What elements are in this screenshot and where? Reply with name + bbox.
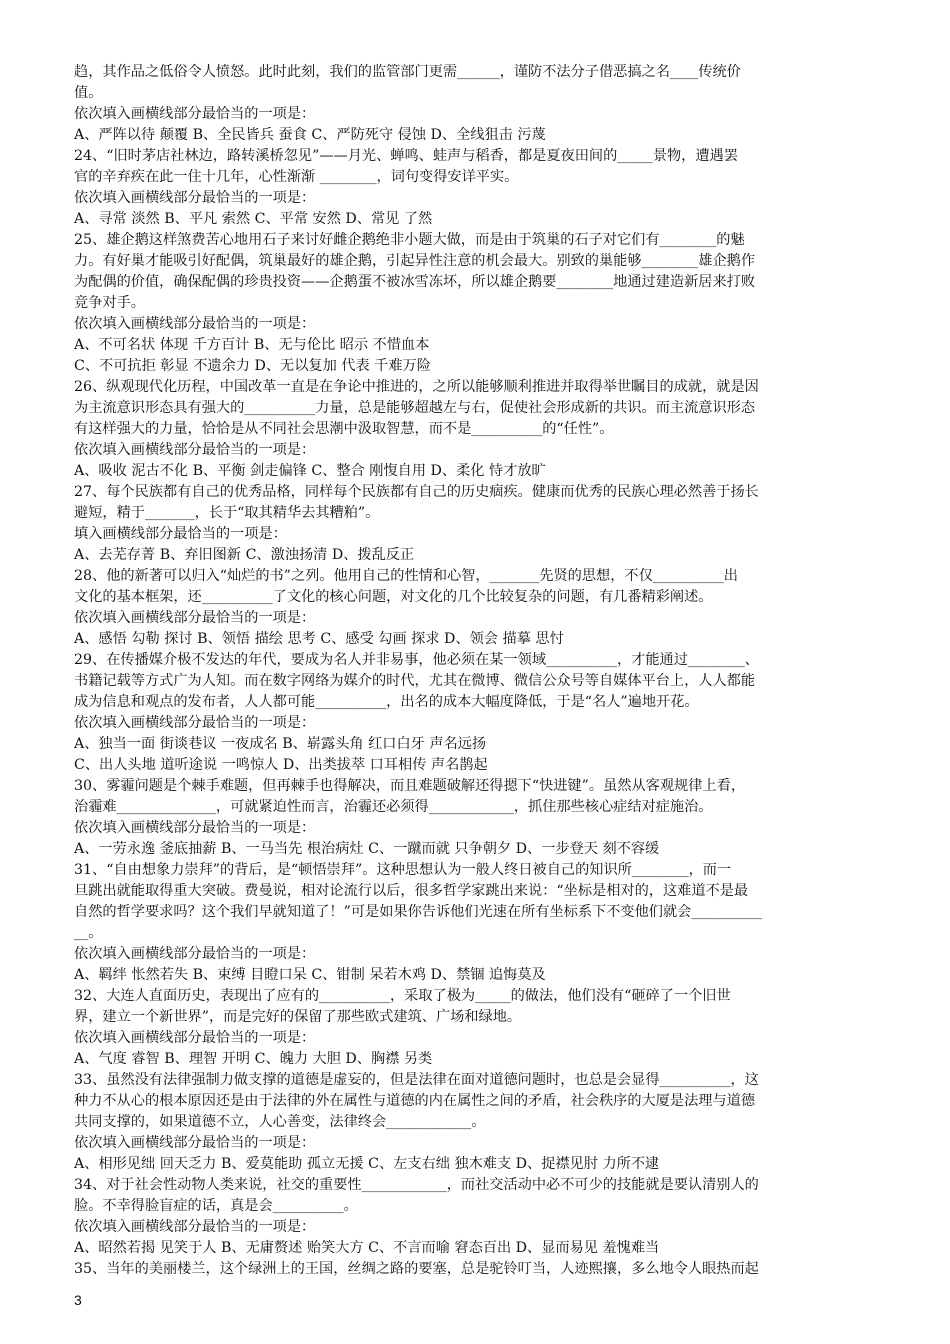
text-line: 依次填入画横线部分最恰当的一项是： bbox=[74, 1219, 316, 1235]
text-line: 值。 bbox=[74, 85, 103, 101]
text-line: C、不可抗拒 彰显 不遗余力 D、无以复加 代表 千难万险 bbox=[74, 358, 431, 374]
text-line: 25、雄企鹅这样煞费苦心地用石子来讨好雌企鹅绝非小题大做，而是由于筑巢的石子对它们有________的魅 bbox=[74, 232, 745, 248]
text-line: 27、每个民族都有自己的优秀品格，同样每个民族都有自己的历史痼疾。健康而优秀的民族心理必然善于扬长 bbox=[74, 484, 759, 500]
text-line: A、寻常 淡然 B、平凡 索然 C、平常 安然 D、常见 了然 bbox=[74, 211, 433, 227]
text-line: 26、纵观现代化历程，中国改革一直是在争论中推进的，之所以能够顺利推进并取得举世瞩目的成就，就是因 bbox=[74, 379, 759, 395]
page-number: 3 bbox=[74, 1292, 82, 1308]
text-line: 有这样强大的力量，恰恰是从不同社会思潮中汲取智慧，而不是__________的“任性”。 bbox=[74, 421, 614, 437]
text-line: 为主流意识形态具有强大的__________力量，总是能够超越左与右，促使社会形成新的共识。而主流意识形态 bbox=[74, 400, 756, 416]
text-line: 33、虽然没有法律强制力做支撑的道德是虚妄的，但是法律在面对道德问题时，也总是会显得__________，这 bbox=[74, 1072, 759, 1088]
text-line: 治霾难______________，可就紧迫性而言，治霾还必须得____________，抓住那些核心症结对症施治。 bbox=[74, 799, 713, 815]
text-line: C、出人头地 道听途说 一鸣惊人 D、出类拔萃 口耳相传 声名鹊起 bbox=[74, 757, 488, 773]
text-line: 35、当年的美丽楼兰，这个绿洲上的王国，丝绸之路的要塞，总是驼铃叮当，人迹熙攘，多么地令人眼热而起 bbox=[74, 1261, 759, 1277]
text-line: 依次填入画横线部分最恰当的一项是： bbox=[74, 946, 316, 962]
text-line: __。 bbox=[74, 925, 103, 941]
text-line: A、昭然若揭 见笑于人 B、无庸赘述 贻笑大方 C、不言而喻 窘态百出 D、显而易见 羞愧难当 bbox=[74, 1240, 660, 1256]
text-line: 依次填入画横线部分最恰当的一项是： bbox=[74, 190, 316, 206]
text-line: A、羁绊 怅然若失 B、束缚 目瞪口呆 C、钳制 呆若木鸡 D、禁锢 追悔莫及 bbox=[74, 967, 546, 983]
text-line: A、独当一面 街谈巷议 一夜成名 B、崭露头角 红口白牙 声名远扬 bbox=[74, 736, 487, 752]
text-line: A、不可名状 体现 千方百计 B、无与伦比 昭示 不惜血本 bbox=[74, 337, 430, 353]
text-line: 依次填入画横线部分最恰当的一项是： bbox=[74, 820, 316, 836]
text-line: A、吸收 泥古不化 B、平衡 剑走偏锋 C、整合 刚愎自用 D、柔化 恃才放旷 bbox=[74, 463, 546, 479]
text-line: 界，建立一个新世界”，而是完好的保留了那些欧式建筑、广场和绿地。 bbox=[74, 1009, 522, 1025]
text-line: 34、对于社会性动物人类来说，社交的重要性____________，而社交活动中必不可少的技能就是要认清别人的 bbox=[74, 1177, 759, 1193]
text-line: 趋，其作品之低俗令人愤怒。此时此刻，我们的监管部门更需______，谨防不法分子借恶搞之名____传统价 bbox=[74, 64, 741, 80]
text-line: A、去芜存菁 B、弃旧图新 C、激浊扬清 D、拨乱反正 bbox=[74, 547, 415, 563]
text-line: 竞争对手。 bbox=[74, 295, 145, 311]
text-line: 31、“自由想象力崇拜”的背后，是“顿悟崇拜”。这种思想认为一般人终日被自己的知识所________，而一 bbox=[74, 862, 732, 878]
text-line: 旦跳出就能取得重大突破。费曼说，相对论流行以后，很多哲学家跳出来说：“坐标是相对的，这难道不是最 bbox=[74, 883, 749, 899]
text-line: 28、他的新著可以归入“灿烂的书”之列。他用自己的性情和心智，_______先贤的思想，不仅__________出 bbox=[74, 568, 738, 584]
text-line: 填入画横线部分最恰当的一项是： bbox=[74, 526, 287, 542]
text-line: 书籍记载等方式广为人知。而在数字网络为媒介的时代，尤其在微博、微信公众号等自媒体平台上，人人都能 bbox=[74, 673, 756, 689]
text-line: 官的辛弃疾在此一住十几年，心性渐渐 ________，词句变得安详平实。 bbox=[74, 169, 519, 185]
text-line: 依次填入画横线部分最恰当的一项是： bbox=[74, 610, 316, 626]
text-line: 成为信息和观点的发布者，人人都可能__________，出名的成本大幅度降低，于是“名人”遍地开花。 bbox=[74, 694, 699, 710]
text-line: 依次填入画横线部分最恰当的一项是： bbox=[74, 1135, 316, 1151]
text-line: 依次填入画横线部分最恰当的一项是： bbox=[74, 442, 316, 458]
text-line: 29、在传播媒介极不发达的年代，要成为名人并非易事，他必须在某一领域__________，才能通过________、 bbox=[74, 652, 759, 668]
text-line: 脸。不幸得脸盲症的话，真是会__________。 bbox=[74, 1198, 358, 1214]
text-line: 文化的基本框架，还__________了文化的核心问题，对文化的几个比较复杂的问题，有几番精彩阐述。 bbox=[74, 589, 713, 605]
text-line: 依次填入画横线部分最恰当的一项是： bbox=[74, 1030, 316, 1046]
text-line: A、相形见绌 回天乏力 B、爱莫能助 孤立无援 C、左支右绌 独木难支 D、捉襟见肘 力所不逮 bbox=[74, 1156, 660, 1172]
text-line: 依次填入画横线部分最恰当的一项是： bbox=[74, 715, 316, 731]
text-line: 力。有好巢才能吸引好配偶，筑巢最好的雄企鹅，引起异性注意的机会最大。别致的巢能够________雄企鹅作 bbox=[74, 253, 756, 269]
text-line: 依次填入画横线部分最恰当的一项是： bbox=[74, 106, 316, 122]
text-line: A、气度 睿智 B、理智 开明 C、魄力 大胆 D、胸襟 另类 bbox=[74, 1051, 433, 1067]
document-body bbox=[74, 62, 880, 1280]
text-line: 避短，精于_______，长于“取其精华去其糟粕”。 bbox=[74, 505, 380, 521]
text-line: A、一劳永逸 釜底抽薪 B、一马当先 根治病灶 C、一蹴而就 只争朝夕 D、一步登天 刻不容缓 bbox=[74, 841, 660, 857]
text-line: 32、大连人直面历史，表现出了应有的__________，采取了极为_____的做法，他们没有“砸碎了一个旧世 bbox=[74, 988, 731, 1004]
text-line: A、严阵以待 颠覆 B、全民皆兵 蚕食 C、严防死守 侵蚀 D、全线狙击 污蔑 bbox=[74, 127, 546, 143]
text-line: 依次填入画横线部分最恰当的一项是： bbox=[74, 316, 316, 332]
text-line: 自然的哲学要求吗？这个我们早就知道了！”可是如果你告诉他们光速在所有坐标系下不变他们就会__________ bbox=[74, 904, 763, 920]
text-line: 为配偶的价值，确保配偶的珍贵投资——企鹅蛋不被冰雪冻坏，所以雄企鹅要________地通过建造新居来打败 bbox=[74, 274, 756, 290]
text-line: A、感悟 勾勒 探讨 B、领悟 描绘 思考 C、感受 勾画 探求 D、领会 描摹 思忖 bbox=[74, 631, 564, 647]
text-line: 30、雾霾问题是个棘手难题，但再棘手也得解决，而且难题破解还得摁下“快进键”。虽然从客观规律上看， bbox=[74, 778, 746, 794]
text-line: 24、“旧时茅店社林边，路转溪桥忽见”——月光、蝉鸣、蛙声与稻香，都是夏夜田间的_____景物，遭遇罢 bbox=[74, 148, 738, 164]
text-line: 共同支撑的，如果道德不立，人心善变，法律终会____________。 bbox=[74, 1114, 486, 1130]
text-line: 种力不从心的根本原因还是由于法律的外在属性与道德的内在属性之间的矛盾，社会秩序的大厦是法理与道德 bbox=[74, 1093, 756, 1109]
